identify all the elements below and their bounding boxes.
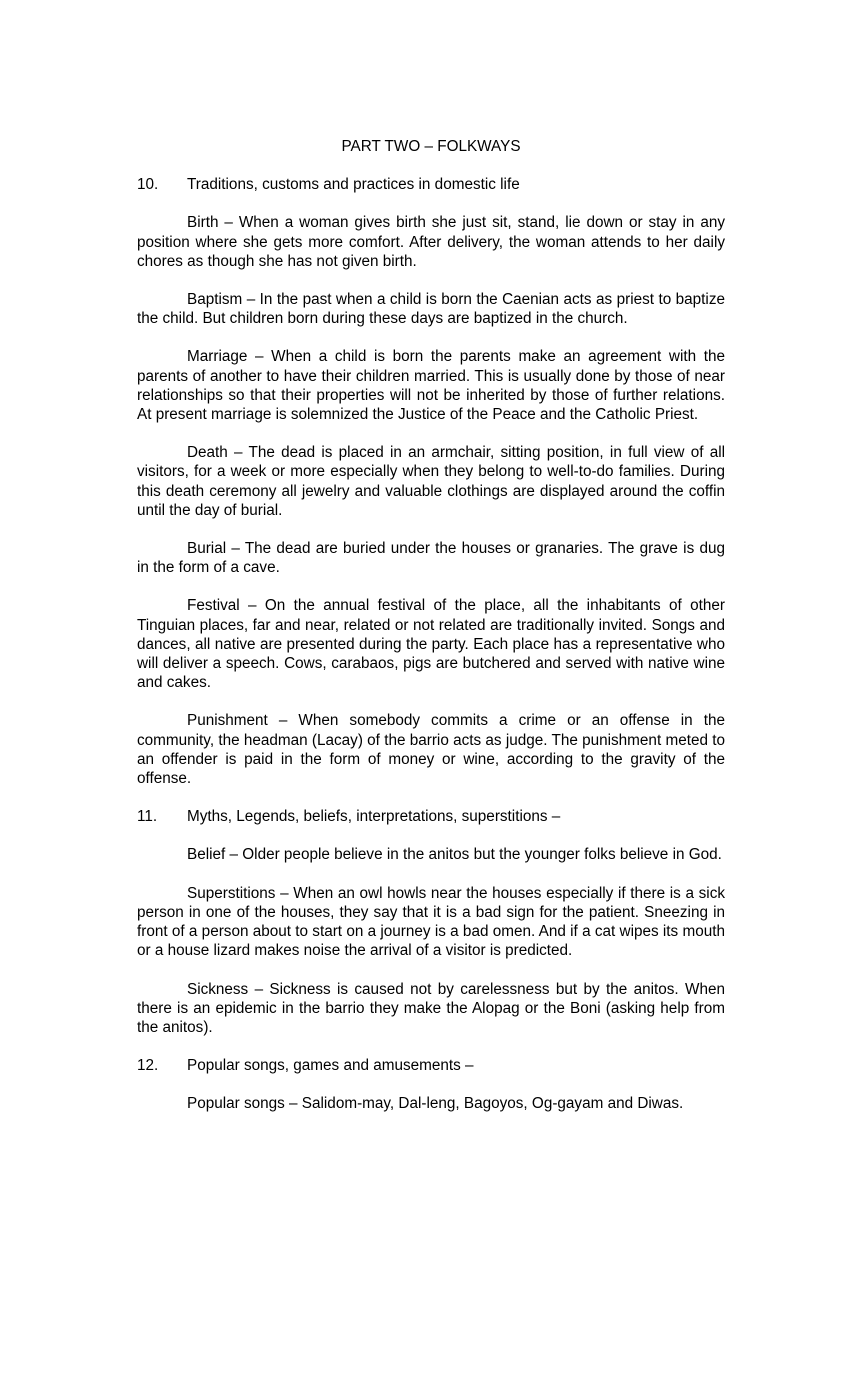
paragraph-belief: Belief – Older people believe in the anitos but the younger folks believe in God.: [187, 846, 722, 864]
section-heading-11: [137, 807, 725, 826]
document-page: [137, 137, 725, 1133]
paragraph-death: Death – The dead is placed in an armchair, sitting position, in full view of all visitors, for a week or more especially when they belong to well-to-do families. During this death ceremony all jewelry and valuable clothings are displayed around the coffin until the day of burial.: [137, 444, 725, 519]
section-number: 11.: [137, 808, 158, 826]
paragraph-birth: Birth – When a woman gives birth she just sit, stand, lie down or stay in any position where she gets more comfort. After delivery, the woman attends to her daily chores as though she has not given birth.: [137, 214, 725, 270]
paragraph-burial: Burial – The dead are buried under the houses or granaries. The grave is dug in the form of a cave.: [137, 540, 725, 577]
paragraph-sickness: Sickness – Sickness is caused not by carelessness but by the anitos. When there is an epidemic in the barrio they make the Alopag or the Boni (asking help from the anitos).: [137, 980, 725, 1036]
paragraph-marriage: Marriage – When a child is born the parents make an agreement with the parents of another to have their children married. This is usually done by those of near relationships so that their properties will not be inherited by those of further relations. At present marriage is solemnized the Justice of the Peace and the Catholic Priest.: [137, 348, 725, 424]
section-number: 12.: [137, 1057, 159, 1075]
section-number: 10.: [137, 176, 159, 194]
paragraph-punishment: Punishment – When somebody commits a crime or an offense in the community, the headman (Lacay) of the barrio acts as judge. The punishment meted to an offender is paid in the form of money or wine, according to the gravity of the offense.: [137, 712, 725, 788]
section-title: Popular songs, games and amusements –: [187, 1057, 474, 1075]
section-title: Myths, Legends, beliefs, interpretations, superstitions –: [187, 808, 561, 826]
section-heading-10: [137, 175, 725, 194]
page-title: PART TWO – FOLKWAYS: [341, 138, 521, 155]
paragraph-superstitions: Superstitions – When an owl howls near the houses especially if there is a sick person in one of the houses, they say that it is a bad sign for the patient. Sneezing in front of a person about to start on a journey is a bad omen. And if a cat wipes its mouth or a house lizard makes noise the arrival of a visitor is predicted.: [137, 884, 725, 960]
paragraph-festival: Festival – On the annual festival of the place, all the inhabitants of other Tinguian places, far and near, related or not related are traditionally invited. Songs and dances, all native are presented during the party. Each place has a representative who will deliver a speech. Cows, carabaos, pigs are butchered and served with native wine and cakes.: [137, 597, 725, 692]
section-title: Traditions, customs and practices in domestic life: [187, 176, 520, 194]
paragraph-baptism: Baptism – In the past when a child is born the Caenian acts as priest to baptize the child. But children born during these days are baptized in the church.: [137, 291, 725, 328]
paragraph-popular-songs: Popular songs – Salidom-may, Dal-leng, Bagoyos, Og-gayam and Diwas.: [187, 1095, 684, 1113]
section-heading-12: [137, 1056, 725, 1075]
